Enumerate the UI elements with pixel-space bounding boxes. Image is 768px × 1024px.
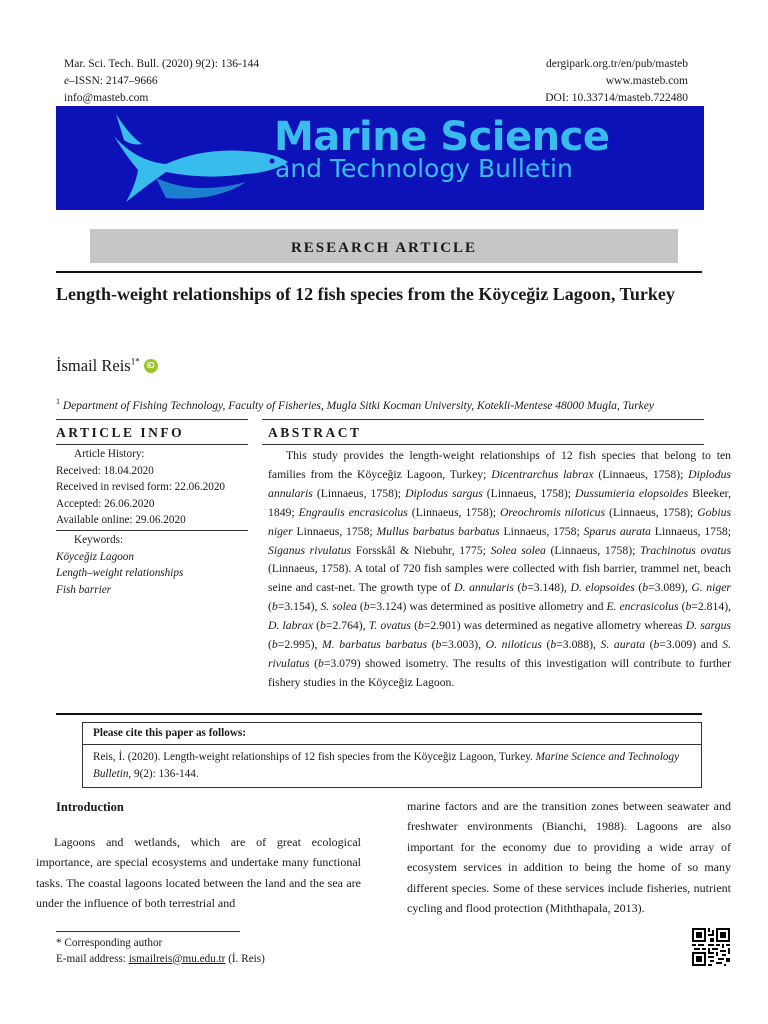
article-info-heading: ARTICLE INFO <box>56 425 185 440</box>
keywords: Keywords: Köyceğiz Lagoon Length–weight relationships Fish barrier <box>56 532 256 598</box>
author-line <box>56 356 158 376</box>
journal-email[interactable]: info@masteb.com <box>64 92 149 104</box>
date-accepted: Accepted: 26.06.2020 <box>56 497 155 510</box>
intro-right-column: marine factors and are the transition zones between seawater and freshwater environments (Bianchi, 1988). Lagoons are also important for the economy due to providing a wide array of ecosystem services in addition to being the home of so many different species. Some of these services include fisheries, nutrient cycling and flood protection (Miththapala, 2013). <box>407 799 731 916</box>
doi[interactable]: DOI: 10.33714/masteb.722480 <box>545 92 688 104</box>
author-email-link[interactable]: ismailreis@mu.edu.tr <box>128 952 226 965</box>
footnote-rule <box>56 931 240 932</box>
keyword: Köyceğiz Lagoon <box>56 550 134 563</box>
info-top-rule <box>56 419 248 420</box>
banner-title: Marine Science <box>274 114 610 160</box>
affiliation: $^1$ Department of Fishing Technology, Faculty of Fisheries, Mugla Sitki Kocman University, Kotekli-Mentese 48000 Mugla, Turkey <box>56 397 654 412</box>
paper-title: Length-weight relationships of 12 fish species from the Köyceğiz Lagoon, Turkey <box>56 284 675 304</box>
citation-label: Please cite this paper as follows: <box>93 727 246 739</box>
article-type: RESEARCH ARTICLE <box>90 229 678 263</box>
keyword: Length–weight relationships <box>56 567 184 579</box>
journal-header-right <box>545 56 688 107</box>
abstract-top-rule <box>262 419 704 420</box>
introduction-heading: Introduction <box>56 800 124 814</box>
info-sub-rule <box>56 444 248 445</box>
article-history: Article History: Received: 18.04.2020 Received in revised form: 22.06.2020 Accepted: 26.06.2020 Available online: 29.06.2020 <box>56 446 256 529</box>
footnote <box>56 936 265 967</box>
journal-url[interactable]: dergipark.org.tr/en/pub/masteb <box>545 58 688 70</box>
citation-text: Reis, İ. (2020). Length-weight relationships of 12 fish species from the Köyceğiz Lagoon, Turkey. Marine Science and Technology Bulletin, 9(2): 136-144. <box>83 744 701 783</box>
keyword: Fish barrier <box>56 583 112 596</box>
journal-citation: Mar. Sci. Tech. Bull. (2020) 9(2): 136-144 <box>64 58 260 70</box>
abstract-bottom-rule <box>56 713 702 715</box>
keywords-rule <box>56 530 248 531</box>
abstract-sub-rule <box>262 444 704 445</box>
date-online: Available online: 29.06.2020 <box>56 514 186 526</box>
intro-left-column: Lagoons and wetlands, which are of great ecological importance, are special ecosystems and undertake many functional tasks. The coastal lagoons located between the land and the sea are under the influence of both terrestrial and <box>36 835 361 911</box>
citation-box <box>82 722 702 788</box>
abstract-heading: ABSTRACT <box>268 425 362 440</box>
orcid-icon[interactable]: iD <box>144 359 158 373</box>
issn: e–ISSN: 2147–9666 <box>64 75 158 87</box>
title-rule <box>56 271 702 273</box>
journal-banner <box>56 106 704 210</box>
banner-subtitle: and Technology Bulletin <box>275 154 573 183</box>
abstract-body: This study provides the length-weight relationships of 12 fish species that belong to ten families from the Köyceğiz Lagoon, Turkey; Dicentrarchus labrax (Linnaeus, 1758); Diplodus annularis (Linnaeus, 1758); Diplodus sargus (Linnaeus, 1758); Dussumieria elopsoides Bleeker, 1849; Engraulis encrasicolus (Linnaeus, 1758); Oreochromis niloticus (Linnaeus, 1758); Gobius niger Linnaeus, 1758; Mullus barbatus barbatus Linnaeus, 1758; Sparus aurata Linnaeus, 1758; Siganus rivulatus Forsskål & Niebuhr, 1775; Solea solea (Linnaeus, 1758); Trachinotus ovatus (Linnaeus, 1758). A total of 720 fish samples were collected with fish barrier, trammel net, beach seine and cast-net. The growth type of D. annularis (b=3.148), D. elopsoides (b=3.089), G. niger (b=3.154), S. solea (b=3.124) was determined as positive allometry and E. encrasicolus (b=2.814), D. labrax (b=2.764), T. ovatus (b=2.901) was determined as negative allometry whereas D. sargus (b=2.995), M. barbatus barbatus (b=3.003), O. niloticus (b=3.088), S. aurata (b=3.009) and S. rivulatus (b=3.079) showed isometry. The results of this investigation will contribute to further fishery studies in the Köyceğiz Lagoon. <box>268 449 732 689</box>
email-line: E-mail address: ismailreis@mu.edu.tr (İ. Reis) <box>56 952 265 965</box>
date-received: Received: 18.04.2020 <box>56 464 154 477</box>
qr-code-icon <box>692 928 730 966</box>
journal-header-left <box>64 56 259 107</box>
corresponding-author: * Corresponding author <box>56 937 163 949</box>
date-revised: Received in revised form: 22.06.2020 <box>56 481 226 493</box>
journal-website[interactable]: www.masteb.com <box>605 75 688 87</box>
author-name: İsmail Reis <box>56 356 131 375</box>
author-sup: 1* <box>130 356 140 367</box>
